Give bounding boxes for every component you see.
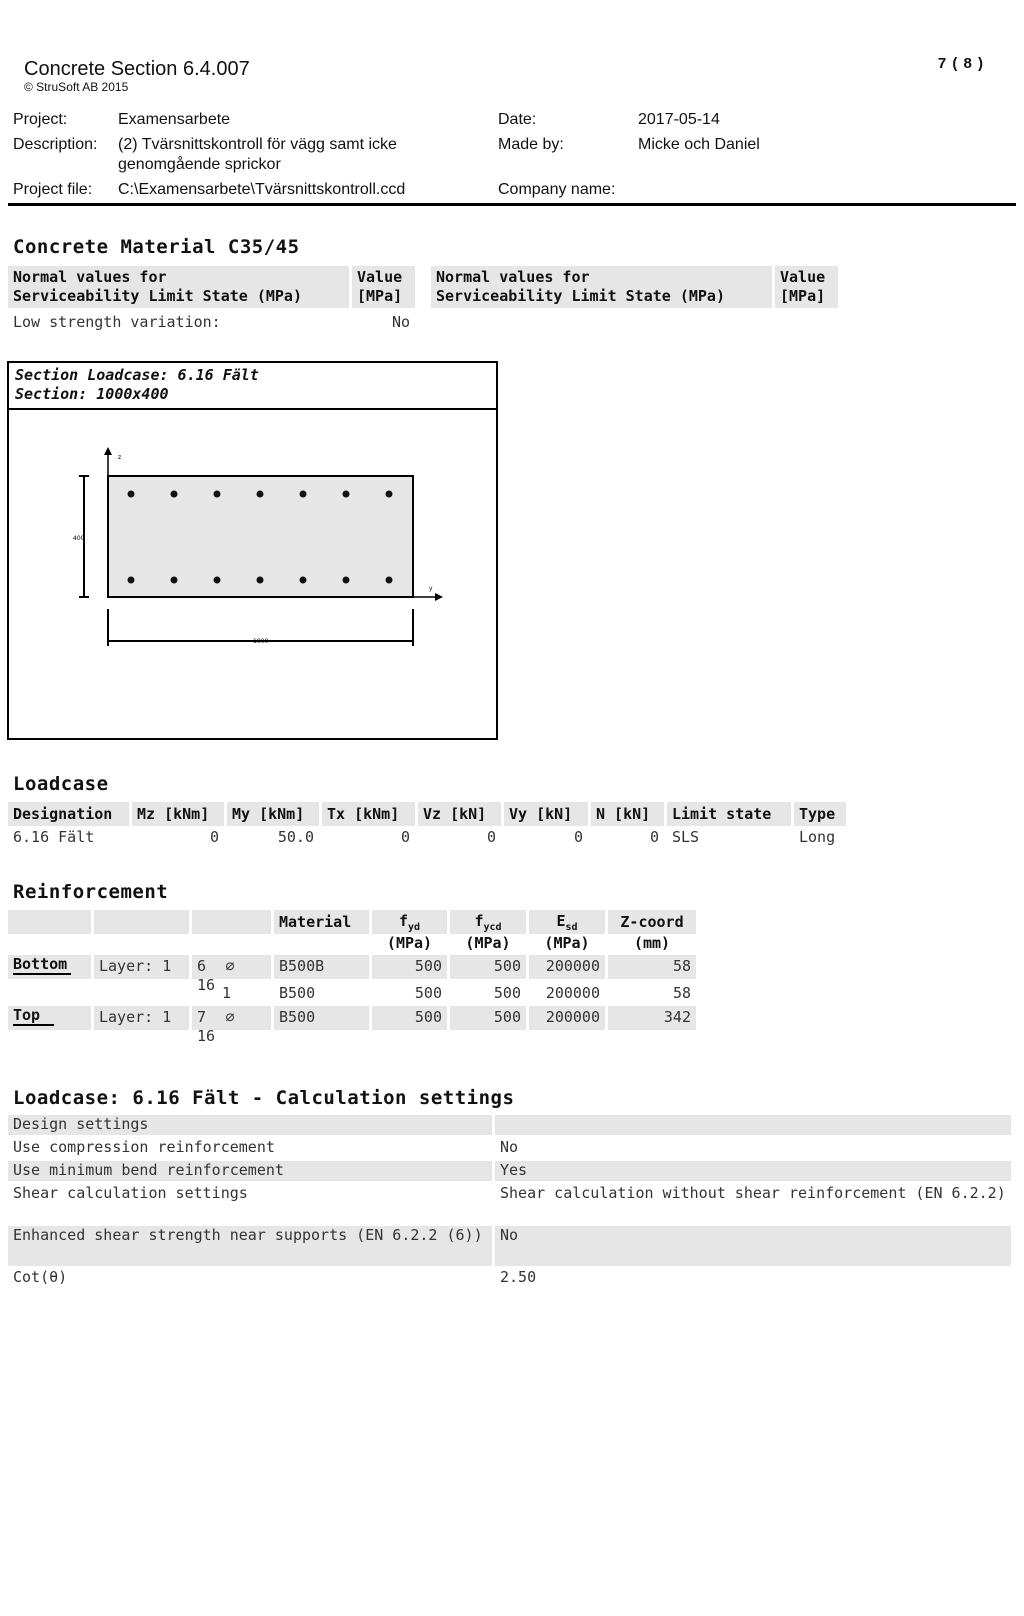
calc-row-label: Enhanced shear strength near supports (EN 6.2.2 (6)) bbox=[8, 1226, 492, 1266]
date-label: Date: bbox=[498, 111, 537, 128]
calc-row-label: Shear calculation settings bbox=[13, 1184, 248, 1202]
description-label: Description: bbox=[13, 136, 98, 153]
reinforcement-section-title: Reinforcement bbox=[13, 881, 169, 903]
date-value: 2017-05-14 bbox=[638, 111, 720, 128]
calc-row-value: 2.50 bbox=[500, 1268, 537, 1286]
section-box bbox=[7, 361, 498, 740]
reinf-material: B500 bbox=[274, 1006, 369, 1030]
material-section-title: Concrete Material C35/45 bbox=[13, 236, 300, 258]
loadcase-cell-my: 50.0 bbox=[277, 828, 314, 846]
section-size-label: Section: 1000x400 bbox=[15, 385, 169, 403]
calc-row-label: Use compression reinforcement bbox=[13, 1138, 275, 1156]
loadcase-cell-type: Long bbox=[799, 828, 836, 846]
reinf-fyd: 500 bbox=[372, 1006, 447, 1030]
loadcase-header-my: My [kNm] bbox=[227, 802, 319, 826]
made-by-value: Micke och Daniel bbox=[638, 136, 760, 153]
loadcase-header-type: Type bbox=[794, 802, 846, 826]
copyright-text: © StruSoft AB 2015 bbox=[24, 80, 129, 94]
calc-row-value bbox=[495, 1115, 1011, 1135]
loadcase-cell-tx: 0 bbox=[400, 828, 410, 846]
reinf-material: B500 bbox=[279, 984, 316, 1002]
reinf-header-zcoord: Z-coord bbox=[608, 910, 696, 934]
width-dimension-label: 1000 bbox=[253, 638, 269, 645]
loadcase-header-mz: Mz [kNm] bbox=[132, 802, 224, 826]
reinf-header-blank-2 bbox=[94, 910, 189, 934]
material-row-value: No bbox=[391, 313, 410, 331]
project-value: Examensarbete bbox=[118, 111, 231, 128]
calc-row-label: Cot(θ) bbox=[13, 1268, 68, 1286]
reinf-esd: 200000 bbox=[529, 1006, 605, 1030]
calc-row-label: Use minimum bend reinforcement bbox=[8, 1161, 492, 1181]
reinf-zcoord: 58 bbox=[672, 984, 691, 1002]
y-axis-label: y bbox=[429, 585, 433, 592]
reinf-fycd: 500 bbox=[450, 1006, 526, 1030]
page-number: 7 ( 8 ) bbox=[937, 55, 984, 72]
reinf-bars: 6 ∅ 16 bbox=[192, 955, 271, 979]
reinf-unit-fycd: (MPa) bbox=[465, 934, 511, 952]
project-file-label: Project file: bbox=[13, 181, 93, 198]
reinf-fyd: 500 bbox=[372, 955, 447, 979]
reinf-position-bottom: Bottom bbox=[13, 955, 71, 975]
loadcase-header-vy: Vy [kN] bbox=[504, 802, 588, 826]
reinf-header-material: Material bbox=[274, 910, 369, 934]
table-row bbox=[8, 955, 91, 979]
reinf-fycd: 500 bbox=[493, 984, 521, 1002]
material-col-header-left: Normal values for Serviceability Limit State (MPa) bbox=[8, 266, 349, 308]
reinf-fycd: 500 bbox=[450, 955, 526, 979]
reinf-unit-zcoord: (mm) bbox=[633, 934, 671, 952]
reinf-esd: 200000 bbox=[545, 984, 600, 1002]
reinf-zcoord: 342 bbox=[608, 1006, 696, 1030]
loadcase-header-tx: Tx [kNm] bbox=[322, 802, 415, 826]
reinf-position-top: Top bbox=[13, 1006, 54, 1026]
calc-settings-title: Loadcase: 6.16 Fält - Calculation settings bbox=[13, 1087, 515, 1109]
reinf-header-blank-3 bbox=[192, 910, 271, 934]
reinf-header-esd: $E_{sd}$ bbox=[529, 910, 605, 934]
header-divider bbox=[8, 203, 1016, 206]
loadcase-cell-n: 0 bbox=[649, 828, 659, 846]
material-col-header-value-left: Value [MPa] bbox=[352, 266, 415, 308]
project-file-value: C:\Examensarbete\Tvärsnittskontroll.ccd bbox=[118, 181, 406, 198]
reinf-header-fyd: $f_{yd}$ bbox=[372, 910, 447, 934]
reinf-material: B500B bbox=[274, 955, 369, 979]
description-value-line1: (2) Tvärsnittskontroll för vägg samt icke bbox=[118, 136, 397, 153]
reinf-header-fycd: $f_{ycd}$ bbox=[450, 910, 526, 934]
material-row-label: Low strength variation: bbox=[13, 313, 221, 331]
loadcase-section-title: Loadcase bbox=[13, 773, 109, 795]
table-row bbox=[8, 1006, 91, 1030]
loadcase-header-designation: Designation bbox=[8, 802, 129, 826]
made-by-label: Made by: bbox=[498, 136, 564, 153]
loadcase-header-limit-state: Limit state bbox=[667, 802, 791, 826]
material-col-header-value-right: Value [MPa] bbox=[775, 266, 838, 308]
reinf-fyd: 500 bbox=[414, 984, 442, 1002]
calc-row-value: No bbox=[500, 1138, 519, 1156]
material-col-header-right: Normal values for Serviceability Limit State (MPa) bbox=[431, 266, 772, 308]
reinf-esd: 200000 bbox=[529, 955, 605, 979]
diameter-icon: ∅ bbox=[225, 1008, 235, 1026]
loadcase-cell-vz: 0 bbox=[486, 828, 496, 846]
section-drawing bbox=[9, 363, 496, 738]
reinf-layer: Layer: 1 bbox=[94, 1006, 189, 1030]
loadcase-cell-mz: 0 bbox=[209, 828, 219, 846]
loadcase-cell-limit-state: SLS bbox=[672, 828, 700, 846]
reinf-bars: 7 ∅ 16 bbox=[192, 1006, 271, 1030]
project-label: Project: bbox=[13, 111, 68, 128]
document-title: Concrete Section 6.4.007 bbox=[24, 58, 250, 80]
z-axis-label: z bbox=[118, 454, 122, 461]
loadcase-cell-vy: 0 bbox=[573, 828, 583, 846]
calc-row-value: Shear calculation without shear reinforcement (EN 6.2.2) bbox=[500, 1184, 1006, 1202]
reinf-layer: Layer: 1 bbox=[94, 955, 189, 979]
diameter-icon: ∅ bbox=[225, 957, 235, 975]
loadcase-header-n: N [kN] bbox=[591, 802, 664, 826]
calc-row-label: Design settings bbox=[8, 1115, 492, 1135]
loadcase-header-vz: Vz [kN] bbox=[418, 802, 501, 826]
company-name-label: Company name: bbox=[498, 181, 616, 198]
calc-row-value: No bbox=[495, 1226, 1011, 1266]
reinf-bars: 1 bbox=[192, 982, 271, 1006]
reinf-unit-fyd: (MPa) bbox=[386, 934, 433, 952]
loadcase-cell-designation: 6.16 Fält bbox=[13, 828, 95, 846]
section-loadcase-label: Section Loadcase: 6.16 Fält bbox=[15, 366, 259, 384]
reinf-unit-esd: (MPa) bbox=[544, 934, 590, 952]
reinf-header-blank-1 bbox=[8, 910, 91, 934]
calc-row-value: Yes bbox=[495, 1161, 1011, 1181]
reinf-zcoord: 58 bbox=[608, 955, 696, 979]
description-value-line2: genomgående sprickor bbox=[118, 156, 281, 173]
height-dimension-label: 400 bbox=[73, 535, 85, 542]
